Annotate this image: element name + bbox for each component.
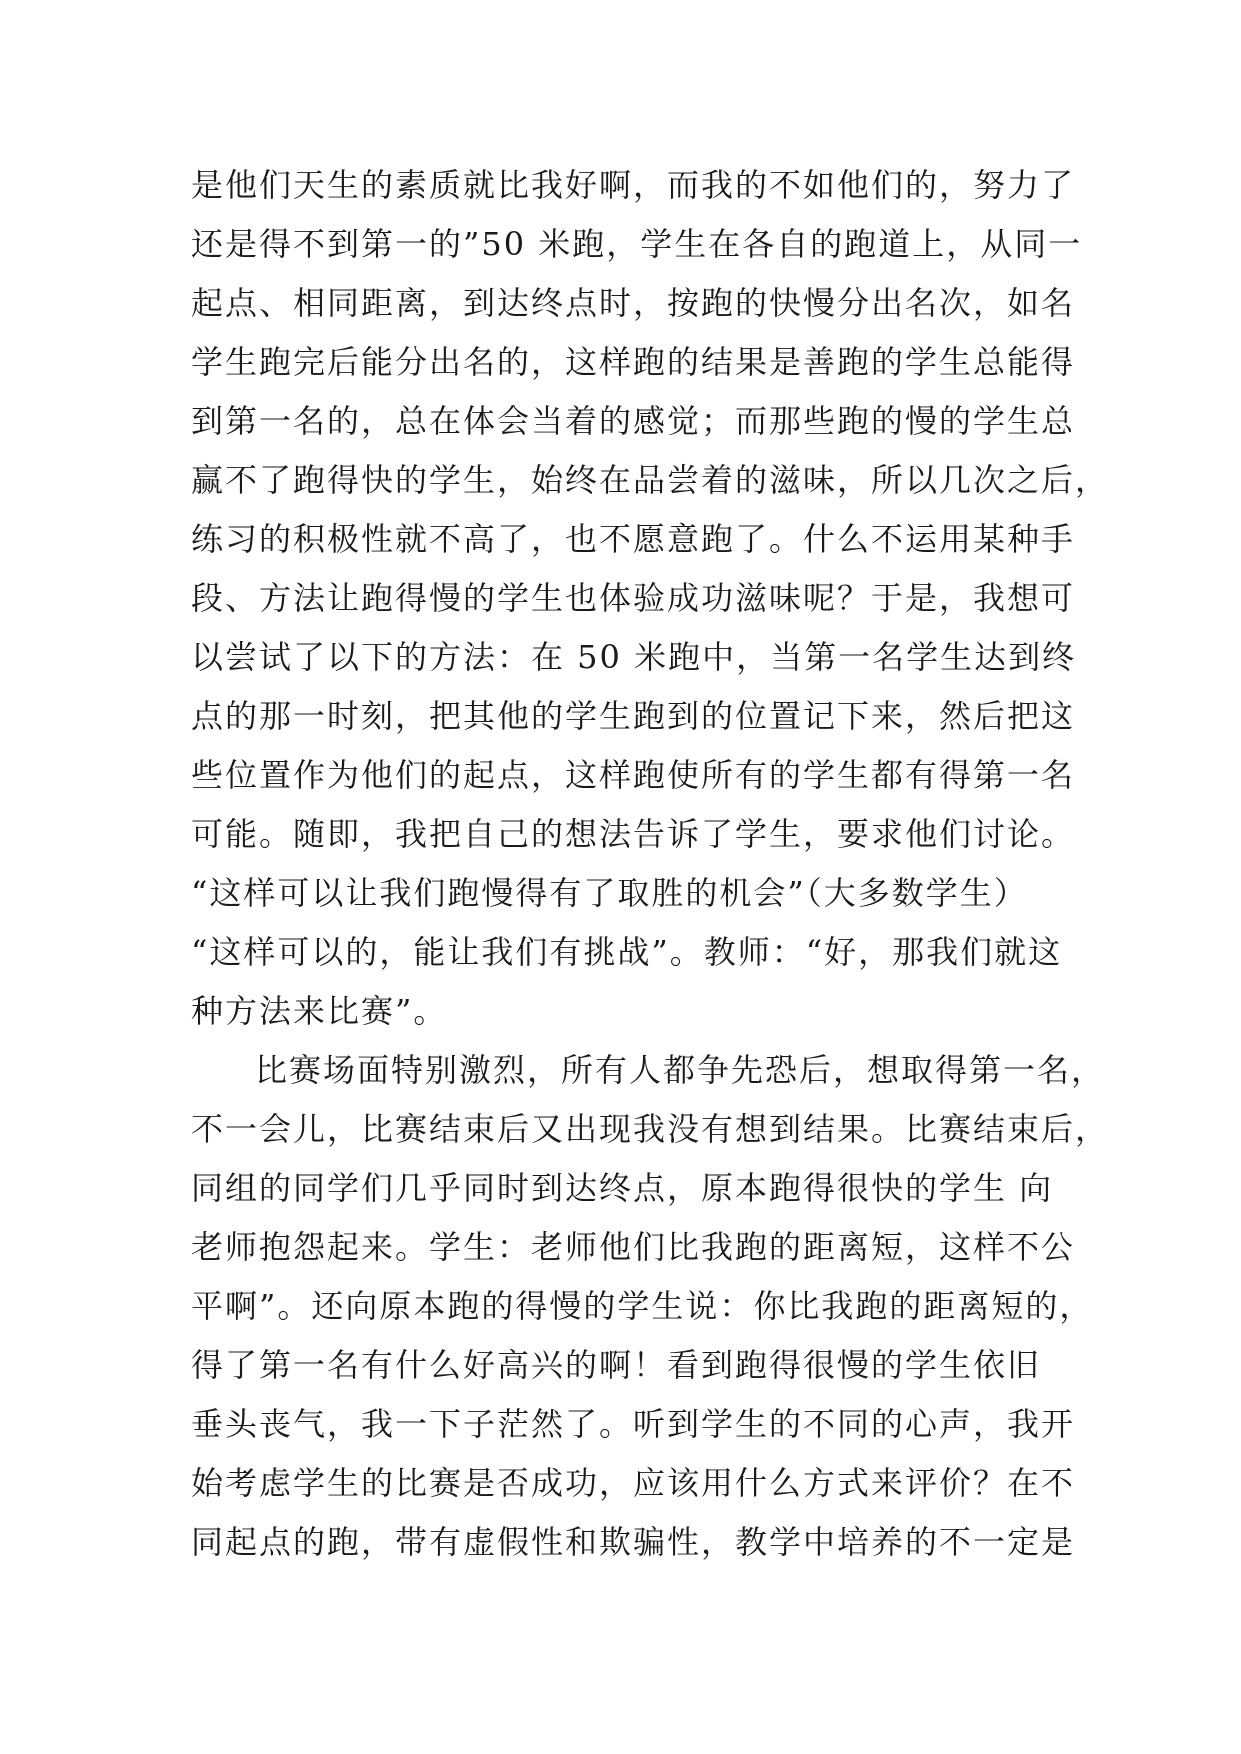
text-line: 不一会儿，比赛结束后又出现我没有想到结果。比赛结束后， (191, 1110, 1110, 1148)
text-line: 种方法来比赛”。 (191, 992, 448, 1030)
text-line: 得了第一名有什么好高兴的啊！看到跑得很慢的学生依旧 (191, 1346, 1042, 1384)
text-line: 平啊”。还向原本跑的得慢的学生说：你比我跑的距离短的， (191, 1287, 1094, 1325)
text-line: 比赛场面特别激烈，所有人都争先恐后，想取得第一名， (255, 1051, 1106, 1089)
text-line: 些位置作为他们的起点，这样跑使所有的学生都有得第一名 (191, 756, 1076, 794)
paragraph-2 (191, 1041, 1110, 1572)
text-line: 同组的同学们几乎同时到达终点，原本跑得很快的学生 向 (191, 1169, 1054, 1207)
paragraph-1 (191, 156, 1110, 1041)
text-line: “这样可以的，能让我们有挑战”。教师：“好，那我们就这 (191, 933, 1063, 971)
text-line: 到第一名的，总在体会当着的感觉；而那些跑的慢的学生总 (191, 402, 1076, 440)
text-line: 垂头丧气，我一下子茫然了。听到学生的不同的心声，我开 (191, 1405, 1076, 1443)
text-line: 练习的积极性就不高了，也不愿意跑了。什么不运用某种手 (191, 520, 1076, 558)
text-line: 学生跑完后能分出名的，这样跑的结果是善跑的学生总能得 (191, 343, 1076, 381)
text-line: 还是得不到第一的”50 米跑，学生在各自的跑道上，从同一 (191, 225, 1083, 263)
text-line: 可能。随即，我把自己的想法告诉了学生，要求他们讨论。 (191, 815, 1076, 853)
text-line: 始考虑学生的比赛是否成功，应该用什么方式来评价？在不 (191, 1464, 1076, 1502)
text-line: 起点、相同距离，到达终点时，按跑的快慢分出名次，如名 (191, 284, 1076, 322)
text-line: 以尝试了以下的方法：在 50 米跑中，当第一名学生达到终 (191, 638, 1077, 676)
text-line: 赢不了跑得快的学生，始终在品尝着的滋味，所以几次之后， (191, 461, 1110, 499)
text-line: 段、方法让跑得慢的学生也体验成功滋味呢？于是，我想可 (191, 579, 1076, 617)
text-line: “这样可以让我们跑慢得有了取胜的机会”（大多数学生） (191, 874, 1028, 912)
text-line: 是他们天生的素质就比我好啊，而我的不如他们的，努力了 (191, 166, 1076, 204)
text-line: 同起点的跑，带有虚假性和欺骗性，教学中培养的不一定是 (191, 1523, 1076, 1561)
body-text (191, 156, 1110, 1572)
text-line: 老师抱怨起来。学生：老师他们比我跑的距离短，这样不公 (191, 1228, 1076, 1266)
text-line: 点的那一时刻，把其他的学生跑到的位置记下来，然后把这 (191, 697, 1076, 735)
